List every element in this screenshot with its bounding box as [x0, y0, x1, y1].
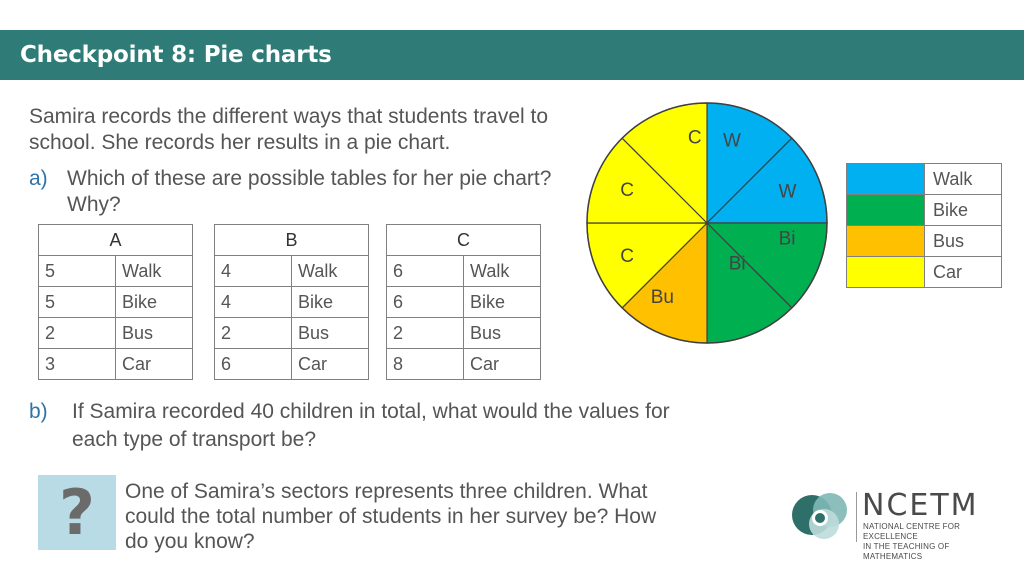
- table-cell: 8: [387, 349, 464, 380]
- logo-subtitle-line-1: NATIONAL CENTRE FOR EXCELLENCE: [863, 522, 961, 541]
- legend-label: Car: [925, 257, 1002, 288]
- table-cell: 2: [387, 318, 464, 349]
- table-c-label: C: [387, 225, 541, 256]
- table-row: [39, 349, 193, 380]
- table-b-label: B: [215, 225, 369, 256]
- question-a-text: Which of these are possible tables for her pie chart? Why?: [67, 167, 552, 216]
- ncetm-logo: [790, 488, 1000, 561]
- pie-slice-label: W: [722, 130, 741, 152]
- table-cell: Bike: [292, 287, 369, 318]
- table-c: [386, 224, 541, 380]
- table-a: [38, 224, 193, 380]
- table-row: [215, 256, 369, 287]
- table-row: [39, 256, 193, 287]
- table-cell: Walk: [116, 256, 193, 287]
- table-cell: 5: [39, 287, 116, 318]
- pie-slice-label: Bu: [650, 286, 675, 308]
- page-title: Checkpoint 8: Pie charts: [20, 42, 332, 68]
- legend-item: [847, 195, 1002, 226]
- table-cell: 4: [215, 256, 292, 287]
- table-cell: 2: [39, 318, 116, 349]
- table-cell: Bus: [292, 318, 369, 349]
- title-bar: [0, 30, 1024, 80]
- question-a-letter: a): [29, 167, 48, 190]
- pie-slice-label: Bi: [778, 228, 796, 250]
- question-b-letter: b): [29, 400, 48, 423]
- ncetm-logo-mark-icon: [790, 488, 850, 546]
- table-cell: 2: [215, 318, 292, 349]
- pie-slice-label: Bi: [728, 253, 746, 275]
- table-row: [387, 318, 541, 349]
- logo-subtitle: [863, 522, 1000, 562]
- question-mark-icon: [38, 475, 116, 550]
- legend-label: Walk: [925, 164, 1002, 195]
- table-cell: 6: [215, 349, 292, 380]
- legend-item: [847, 164, 1002, 195]
- table-cell: Bike: [116, 287, 193, 318]
- table-row: [39, 318, 193, 349]
- legend-item: [847, 226, 1002, 257]
- table-cell: 4: [215, 287, 292, 318]
- intro-text: Samira records the different ways that students travel to school. She records her results in a pie chart.: [29, 105, 549, 154]
- table-b: [214, 224, 369, 380]
- table-a-label: A: [39, 225, 193, 256]
- question-b-text: If Samira recorded 40 children in total, what would the values for each type of transport be?: [72, 400, 670, 451]
- logo-name: NCETM: [862, 488, 979, 523]
- legend-swatch-walk: [847, 164, 925, 195]
- table-cell: Bus: [116, 318, 193, 349]
- legend-swatch-car: [847, 257, 925, 288]
- table-cell: Bike: [464, 287, 541, 318]
- legend-item: [847, 257, 1002, 288]
- question-mark-symbol: ?: [59, 476, 95, 549]
- table-cell: Walk: [292, 256, 369, 287]
- table-row: [39, 287, 193, 318]
- table-row: [387, 256, 541, 287]
- table-cell: 5: [39, 256, 116, 287]
- legend-label: Bike: [925, 195, 1002, 226]
- logo-subtitle-line-2: IN THE TEACHING OF MATHEMATICS: [863, 542, 950, 561]
- table-cell: Walk: [464, 256, 541, 287]
- pie-slice-label: C: [687, 127, 702, 149]
- table-row: [215, 318, 369, 349]
- pie-slice-label: C: [620, 246, 635, 268]
- pie-slice-label: W: [778, 181, 797, 203]
- table-cell: Car: [116, 349, 193, 380]
- table-row: [387, 349, 541, 380]
- table-row: [215, 349, 369, 380]
- table-cell: Bus: [464, 318, 541, 349]
- prompt-text: One of Samira’s sectors represents three children. What could the total number of students in her survey be? How do you know?: [125, 480, 657, 553]
- table-cell: Car: [464, 349, 541, 380]
- table-row: [215, 287, 369, 318]
- table-cell: 6: [387, 287, 464, 318]
- legend-label: Bus: [925, 226, 1002, 257]
- table-cell: 6: [387, 256, 464, 287]
- table-cell: 3: [39, 349, 116, 380]
- pie-slice-label: C: [620, 179, 635, 201]
- table-row: [387, 287, 541, 318]
- pie-legend: [846, 163, 1002, 288]
- logo-divider: [856, 492, 857, 542]
- table-cell: Car: [292, 349, 369, 380]
- legend-swatch-bus: [847, 226, 925, 257]
- pie-chart: [584, 100, 830, 346]
- legend-swatch-bike: [847, 195, 925, 226]
